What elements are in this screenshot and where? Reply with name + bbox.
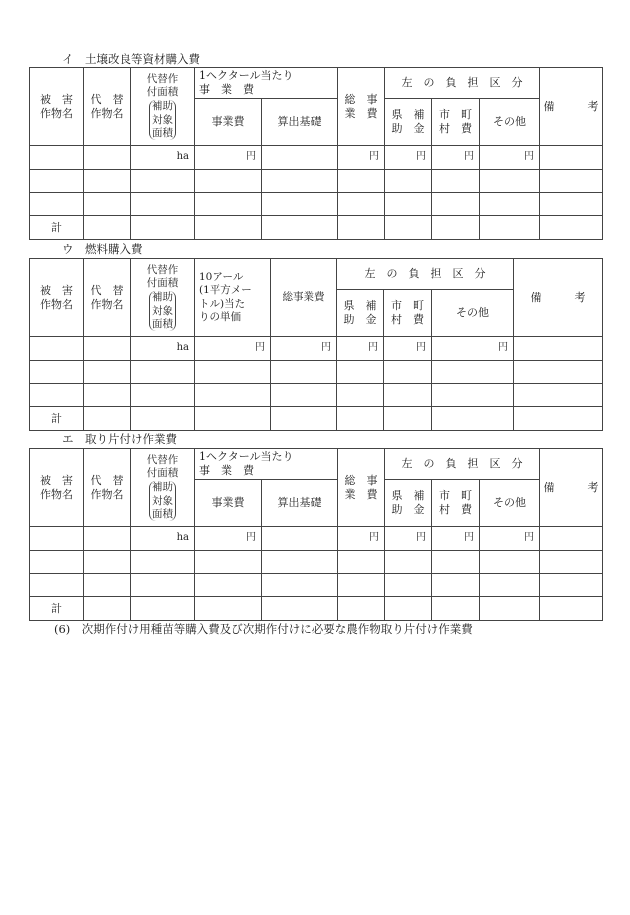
unit-yen: 円 — [480, 146, 540, 170]
unit-yen: 円 — [195, 527, 262, 551]
fuel-table — [29, 258, 603, 431]
table-row-total — [30, 216, 603, 240]
header-project-cost: 事業費 — [195, 99, 262, 146]
header-replacement-crop: 代 替 作物名 — [84, 68, 131, 146]
header-other: その他 — [480, 99, 540, 146]
header-replacement-crop: 代 替 作物名 — [84, 449, 131, 527]
total-label: 計 — [30, 597, 84, 621]
unit-yen: 円 — [195, 146, 262, 170]
subsidy-target-bracket: 補助 対象 面積 — [149, 481, 176, 520]
table-row — [30, 574, 603, 597]
unit-yen: 円 — [385, 527, 432, 551]
table-row — [30, 361, 603, 384]
unit-yen: 円 — [384, 337, 432, 361]
unit-yen: 円 — [338, 527, 385, 551]
unit-yen: 円 — [338, 146, 385, 170]
header-municipal: 市 町 村 費 — [432, 480, 480, 527]
table-row — [30, 170, 603, 193]
table-row-total — [30, 597, 603, 621]
header-municipal: 市 町 村 費 — [384, 290, 432, 337]
header-remarks: 備 考 — [540, 449, 603, 527]
header-damaged-crop: 被 害 作物名 — [30, 449, 84, 527]
header-other: その他 — [432, 290, 514, 337]
unit-ha: ha — [131, 527, 195, 551]
header-replacement-crop: 代 替 作物名 — [84, 259, 131, 337]
section-title-fuel: ウ 燃料購入費 — [62, 242, 143, 256]
table-row — [30, 384, 603, 407]
header-calc-basis: 算出基礎 — [262, 480, 338, 527]
table-row — [30, 146, 603, 170]
cleanup-table — [29, 448, 603, 621]
unit-yen: 円 — [271, 337, 337, 361]
subsidy-target-bracket: 補助 対象 面積 — [149, 291, 176, 330]
header-replacement-area: 代替作 付面積 補助 対象 面積 — [131, 68, 195, 146]
soil-improvement-table — [29, 67, 603, 240]
header-damaged-crop: 被 害 作物名 — [30, 259, 84, 337]
header-replacement-area: 代替作 付面積 補助 対象 面積 — [131, 449, 195, 527]
unit-yen: 円 — [480, 527, 540, 551]
header-burden-split: 左 の 負 担 区 分 — [385, 68, 540, 99]
header-pref-subsidy: 県 補 助 金 — [337, 290, 384, 337]
header-remarks: 備 考 — [514, 259, 603, 337]
header-pref-subsidy: 県 補 助 金 — [385, 480, 432, 527]
section-title-soil: イ 土壌改良等資材購入費 — [62, 52, 200, 66]
table-row — [30, 337, 603, 361]
header-unit-cost: 1ヘクタール当たり 事 業 費 — [195, 449, 338, 480]
header-total-cost: 総 事 業 費 — [338, 68, 385, 146]
header-municipal: 市 町 村 費 — [432, 99, 480, 146]
unit-yen: 円 — [195, 337, 271, 361]
footer-note: (6) 次期作付け用種苗等購入費及び次期作付けに必要な農作物取り片付け作業費 — [54, 622, 473, 636]
header-damaged-crop: 被 害 作物名 — [30, 68, 84, 146]
header-unit-cost: 1ヘクタール当たり 事 業 費 — [195, 68, 338, 99]
header-calc-basis: 算出基礎 — [262, 99, 338, 146]
unit-yen: 円 — [432, 337, 514, 361]
unit-yen: 円 — [432, 527, 480, 551]
header-burden-split: 左 の 負 担 区 分 — [337, 259, 514, 290]
unit-ha: ha — [131, 146, 195, 170]
subsidy-target-bracket: 補助 対象 面積 — [149, 100, 176, 139]
total-label: 計 — [30, 216, 84, 240]
section-title-cleanup: エ 取り片付け作業費 — [62, 432, 177, 446]
unit-yen: 円 — [432, 146, 480, 170]
header-other: その他 — [480, 480, 540, 527]
table-row-total — [30, 407, 603, 431]
header-unit-price: 10アール (1平方メー トル)当た りの単価 — [195, 259, 271, 337]
unit-yen: 円 — [337, 337, 384, 361]
header-remarks: 備 考 — [540, 68, 603, 146]
unit-ha: ha — [131, 337, 195, 361]
table-row — [30, 527, 603, 551]
header-total-cost: 総 事 業 費 — [338, 449, 385, 527]
unit-yen: 円 — [385, 146, 432, 170]
header-pref-subsidy: 県 補 助 金 — [385, 99, 432, 146]
header-project-cost: 事業費 — [195, 480, 262, 527]
header-burden-split: 左 の 負 担 区 分 — [385, 449, 540, 480]
header-total-cost: 総事業費 — [271, 259, 337, 337]
total-label: 計 — [30, 407, 84, 431]
header-replacement-area: 代替作 付面積 補助 対象 面積 — [131, 259, 195, 337]
table-row — [30, 193, 603, 216]
table-row — [30, 551, 603, 574]
